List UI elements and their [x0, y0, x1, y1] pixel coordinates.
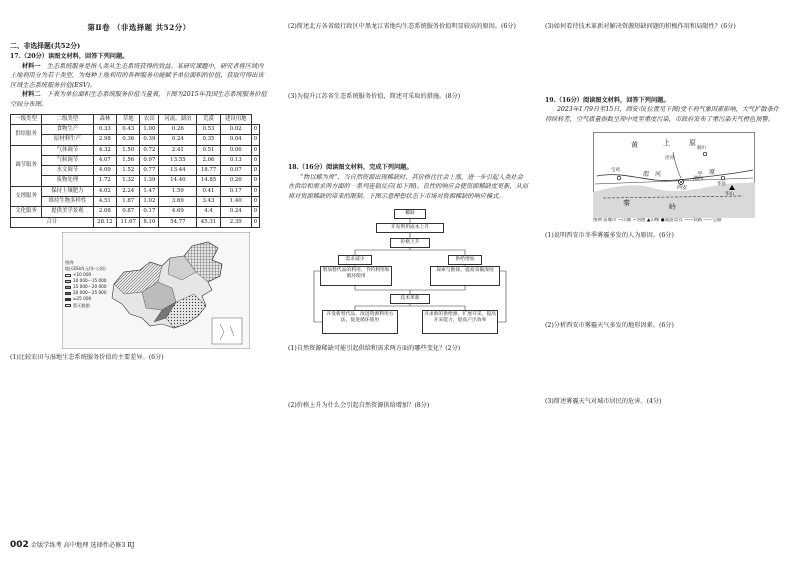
- map-legend: [65, 260, 107, 309]
- table-cell: 1.39: [140, 176, 159, 186]
- table-cell: 0: [251, 197, 259, 207]
- table-cell: 3.43: [197, 197, 220, 207]
- flow-node-supply: 供给增加: [448, 255, 482, 265]
- legend-item: 暂无数据: [65, 303, 107, 309]
- legend-item: ≥25 000: [65, 296, 107, 302]
- material-2: 材料二 下表为单位面积生态系统服务价值当量表，下图为2015年我国生态系统服务价值空间分布图。: [10, 91, 267, 109]
- table-cell: 0.17: [140, 207, 159, 217]
- flow-node-cost: 开发利用成本上升: [376, 223, 444, 233]
- flow-node-innovation: 技术革新: [390, 294, 430, 304]
- table-cell: 水文调节: [42, 166, 94, 176]
- table-cell: 0.13: [220, 155, 251, 165]
- q19-3: (3)简述雾霾天气对城市居民的危害。(4分): [545, 397, 662, 405]
- table-row: [11, 135, 260, 145]
- material-1: 材料一 生态系统服务是指人类从生态系统获得的效益。某研究课题中，研究者将区域内土地利用分为若干类型，为每种土地利用的各种服务功能赋予单位面积的价值，获取可得出该区域生态系统服务价值(ESV)。: [10, 62, 264, 89]
- flow-node-substitute: 增加替代品的利用，节约利用和循环使用: [320, 266, 392, 286]
- table-cell: 4.02: [93, 186, 116, 196]
- map-label: 泾河: [665, 156, 674, 162]
- flow-node-new-substitute: 开发新替代品，改进资源利用方法，促进循环使用: [322, 310, 398, 334]
- table-cell: 0.04: [220, 135, 251, 145]
- table-cell: 2.24: [117, 186, 140, 196]
- table-cell: 1.56: [117, 155, 140, 165]
- table-row: [11, 207, 260, 217]
- esv-table: [10, 114, 260, 228]
- q17-3: (3)为提升江苏省生态系统服务价值，简述可采取的措施。(8分): [288, 92, 461, 100]
- table-cell: 3.69: [159, 197, 197, 207]
- table-cell: 食物生产: [42, 124, 94, 134]
- table-row: [11, 176, 260, 186]
- group-cell: 支撑服务: [11, 186, 42, 207]
- table-cell: 0: [251, 186, 259, 196]
- table-row: [11, 124, 260, 134]
- flow-node-scarcity: 稀缺: [394, 209, 426, 219]
- table-cell: 0: [251, 145, 259, 155]
- table-cell: 28.12: [93, 217, 116, 227]
- table-cell: 1.02: [140, 197, 159, 207]
- table-cell: 0.72: [140, 145, 159, 155]
- table-cell: 0.07: [220, 166, 251, 176]
- legend-subtitle: 地区ESV/(元/年·公顷): [65, 266, 106, 272]
- middle-column: [288, 0, 528, 411]
- table-cell: 合计: [11, 217, 94, 227]
- table-cell: 0.06: [220, 145, 251, 155]
- right-column: [545, 0, 785, 406]
- part-title: 第Ⅱ卷 （非选择题 共52分）: [87, 23, 191, 32]
- table-cell: 1.50: [117, 145, 140, 155]
- table-cell: 0.36: [117, 135, 140, 145]
- table-row: [11, 155, 260, 165]
- footer-text: 金版学练考 高中地理 选择性必修3 RJ: [30, 542, 135, 549]
- table-cell: 提供美学景观: [42, 207, 94, 217]
- table-cell: 4.09: [93, 166, 116, 176]
- q19-2: (2)分析西安市雾霾天气多发的地形因素。(6分): [545, 322, 674, 330]
- q17-1: (1)比较农田与湿地生态系统服务价值的主要差异。(6分): [10, 353, 164, 361]
- page-footer: [10, 539, 134, 553]
- table-cell: 气体调节: [42, 145, 94, 155]
- table-header-row: [11, 114, 260, 124]
- table-cell: 0: [251, 135, 259, 145]
- table-cell: 1.52: [117, 166, 140, 176]
- table-header-cell: 建设用地: [220, 114, 251, 124]
- q19-stem: 19.（16分）阅读图文材料，回答下列问题。: [545, 96, 670, 104]
- table-cell: 0.97: [140, 155, 159, 165]
- table-cell: 0.26: [159, 124, 197, 134]
- map-label: 原: [709, 169, 716, 177]
- table-header-cell: 一级类型: [11, 114, 42, 124]
- q18-2: (2)价格上升为什么会引起自然资源供给增加？(8分): [288, 402, 430, 410]
- table-cell: 维持生物多样性: [42, 197, 94, 207]
- map-label: 原: [689, 139, 696, 148]
- group-cell: 文化服务: [11, 207, 42, 217]
- xian-location-map: [593, 132, 755, 218]
- table-header-cell: 二级类型: [42, 114, 94, 124]
- legend-item: <10 000: [65, 272, 107, 278]
- table-cell: 13.44: [159, 166, 197, 176]
- group-cell: 调节服务: [11, 145, 42, 186]
- group-cell: 供给服务: [11, 124, 42, 145]
- table-cell: 0.33: [93, 124, 116, 134]
- table-cell: 0.02: [220, 124, 251, 134]
- legend-item: 20 000～25 000: [65, 290, 107, 296]
- table-cell: 0.26: [220, 176, 251, 186]
- q19-text: 2023年1月9日至15日，西安市(位置见下图)受不利气象因素影响，大气扩散条件持续转差，空气质量指数呈现中度至重度污染，市政府发布了重污染天气橙色预警。: [545, 106, 779, 123]
- table-header-cell: 森林: [93, 114, 116, 124]
- table-cell: 13.55: [159, 155, 197, 165]
- response-flowchart: [310, 206, 510, 342]
- map-label: 宝鸡: [611, 168, 620, 174]
- table-cell: 0.43: [117, 124, 140, 134]
- table-header-cell: 荒漠: [197, 114, 220, 124]
- table-cell: 1.72: [93, 176, 116, 186]
- map-label: 华县: [717, 182, 726, 188]
- table-cell: 0: [251, 166, 259, 176]
- table-row: [11, 197, 260, 207]
- q17-stem: 17.（20分）读图文材料，回答下列问题。: [10, 53, 129, 60]
- flow-node-demand: 需求减少: [338, 255, 372, 265]
- section-heading: 二、非选择题(共52分): [10, 42, 81, 51]
- table-header-cell: 草地: [117, 114, 140, 124]
- table-cell: 4.51: [93, 197, 116, 207]
- table-cell: 0.24: [220, 207, 251, 217]
- table-cell: 4.07: [93, 155, 116, 165]
- table-cell: 4.32: [93, 145, 116, 155]
- map-label: 岭: [669, 203, 676, 212]
- table-cell: 0.41: [197, 186, 220, 196]
- table-cell: 18.77: [197, 166, 220, 176]
- legend-item: 15 000～20 000: [65, 284, 107, 290]
- table-cell: 2.06: [197, 155, 220, 165]
- page-number: 002: [10, 540, 29, 550]
- table-cell: 0.17: [220, 186, 251, 196]
- table-cell: 4.69: [159, 207, 197, 217]
- table-cell: 0: [251, 207, 259, 217]
- map-label: 渭: [643, 171, 650, 179]
- table-cell: 0.87: [117, 207, 140, 217]
- table-cell: 0.53: [197, 124, 220, 134]
- table-cell: 2.41: [159, 145, 197, 155]
- table-header-cell: 农田: [140, 114, 159, 124]
- map-label: 河: [655, 171, 662, 179]
- table-cell: 0.35: [197, 135, 220, 145]
- china-esv-map: [62, 232, 250, 349]
- table-cell: 8.10: [140, 217, 159, 227]
- map-label: 黄: [631, 141, 638, 150]
- table-cell: 原材料生产: [42, 135, 94, 145]
- table-row: [11, 145, 260, 155]
- table-cell: 保持土壤肥力: [42, 186, 94, 196]
- map-label: 渭河: [693, 176, 704, 183]
- table-cell: 2.39: [220, 217, 251, 227]
- q18-text: “物以稀为贵”，当自然资源出现稀缺时，其价格往往会上涨，进一步引起人类社会在供给和需求两方面的一系列连锁反应(如下图)。良性的响应会使资源稀缺度更新，从而将对资源稀缺的带来的限制。下图示意理想状态下市场对资源稀缺的响应模式。: [288, 173, 528, 201]
- table-cell: 1.59: [159, 186, 197, 196]
- table-cell: 1.32: [117, 176, 140, 186]
- q17-2: (2)简述北方各省级行政区中黑龙江省地均生态系统服务价值明显较高的原因。(6分): [288, 23, 516, 30]
- table-cell: 54.77: [159, 217, 197, 227]
- table-body: [11, 124, 260, 227]
- table-cell: 0.24: [159, 135, 197, 145]
- table-cell: 2.08: [93, 207, 116, 217]
- q19-1: (1)说明西安市冬季雾霾多发的人为原因。(6分): [545, 232, 674, 240]
- table-cell: 0: [251, 124, 259, 134]
- table-cell: 气候调节: [42, 155, 94, 165]
- q18-1: (1)自然资源稀缺可能引起供给和需求两方面的哪些变化？(2分): [288, 344, 461, 352]
- table-cell: 4.4: [197, 207, 220, 217]
- table-cell: 0: [251, 155, 259, 165]
- map-label: 上: [663, 139, 670, 148]
- table-cell: 0: [251, 176, 259, 186]
- legend-item: 10 000～15 000: [65, 278, 107, 284]
- flow-node-new-source: 寻求新的供给源，扩展开采，提高开采能力，提高产出效率: [422, 310, 498, 334]
- table-row: [11, 166, 260, 176]
- map-label: 平: [697, 171, 704, 179]
- table-row: [11, 186, 260, 196]
- table-cell: 1.87: [117, 197, 140, 207]
- map2-legend: 图例 ◎城市 —山脉 ∽河流 ▲山峰 ●旅游景点 ——铁路 ——公路: [593, 218, 722, 224]
- table-cell: 0: [251, 217, 259, 227]
- map-label: 铜川: [697, 146, 706, 152]
- table-cell: 1.40: [220, 197, 251, 207]
- q18-3: (3)如何看待技术革新对解决资源短缺问题的积极作用和局限性？(6分): [545, 23, 736, 30]
- table-cell: 0.51: [197, 145, 220, 155]
- table-cell: 2.98: [93, 135, 116, 145]
- q18-stem: 18.（16分）阅读图文材料，完成下列问题。: [288, 164, 413, 172]
- table-cell: 45.31: [197, 217, 220, 227]
- table-total-row: [11, 217, 260, 227]
- table-cell: 14.40: [159, 176, 197, 186]
- table-cell: 1.00: [140, 124, 159, 134]
- left-column: [10, 0, 268, 363]
- map-label: 秦: [623, 199, 630, 208]
- table-cell: 0.39: [140, 135, 159, 145]
- table-cell: 11.67: [117, 217, 140, 227]
- table-cell: 14.85: [197, 176, 220, 186]
- flow-node-price: 价格上升: [390, 238, 430, 248]
- table-cell: 废物处理: [42, 176, 94, 186]
- map-label: 华山: [725, 192, 734, 198]
- legend-title: 图例: [65, 259, 74, 265]
- flow-node-explore: 探索与勘探，提高采掘深度: [430, 266, 500, 286]
- table-header-cell: 河流、湖泊: [159, 114, 197, 124]
- table-cell: 1.47: [140, 186, 159, 196]
- map-label: 西安: [677, 185, 688, 192]
- table-cell: 0.77: [140, 166, 159, 176]
